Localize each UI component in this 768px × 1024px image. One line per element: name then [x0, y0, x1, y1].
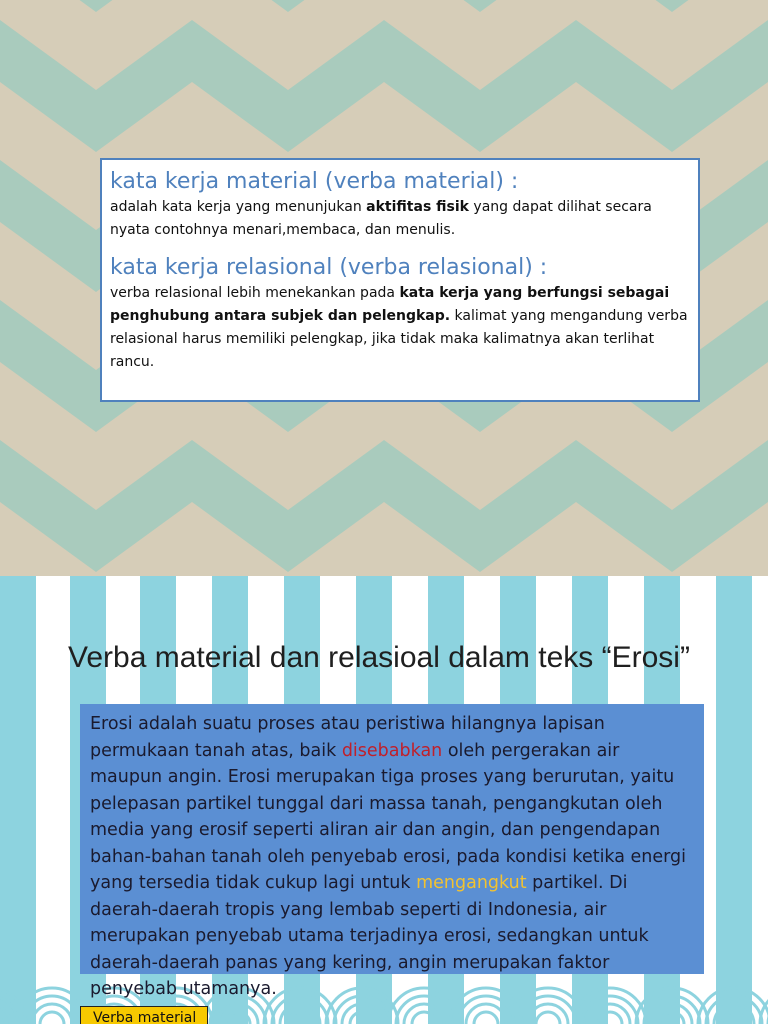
wave-arc: [536, 1012, 560, 1024]
relasional-text-part: kalimat yang mengandung verba relasional harus memiliki pelengkap, jika tidak maka kalimatnya akan terlihat rancu.: [110, 308, 688, 370]
text-verba-relasional: [110, 282, 688, 374]
heading-verba-material: kata kerja material (verba material) :: [110, 169, 519, 194]
zigzag-band: [0, 20, 768, 152]
text-verba-material: [110, 196, 688, 242]
heading-verba-relasional: kata kerja relasional (verba relasional) :: [110, 255, 548, 280]
material-text-part: adalah kata kerja yang menunjukan: [110, 199, 367, 215]
background-stripe: [0, 576, 36, 1024]
erosi-text-box: [80, 704, 704, 999]
relasional-text-part: verba relasional lebih menekankan pada: [110, 285, 400, 301]
slide-title: Verba material dan relasioal dalam teks “Erosi”: [68, 641, 690, 674]
zigzag-band: [0, 0, 768, 12]
slide-erosi-text: [0, 576, 768, 1024]
material-bold-text: aktifitas fisik: [366, 199, 469, 215]
relasional-bold-text: kata kerja yang berfungsi sebagai penghubung antara subjek dan pelengkap.: [110, 285, 670, 324]
material-text-part: yang dapat dilihat secara nyata contohnya menari,membaca, dan menulis.: [110, 199, 652, 238]
wave-arc: [474, 1012, 498, 1024]
paragraph-part: oleh pergerakan air maupun angin. Erosi merupakan tiga proses yang berurutan, yaitu pelepasan partikel tunggal dari massa tanah, pengangkutan oleh media yang erosif seperti aliran air dan angin, dan pengendapan bahan-bahan tanah oleh penyebab erosi, pada kondisi ketika energi yang tersedia tidak cukup lagi untuk: [90, 740, 687, 893]
paragraph-part: Erosi adalah suatu proses atau peristiwa hilangnya lapisan permukaan tanah atas, baik: [90, 714, 605, 761]
erosi-paragraph: [90, 711, 694, 1003]
zigzag-band: [0, 440, 768, 572]
wave-arc: [32, 1004, 72, 1024]
legend-verba-material: Verba material: [80, 1006, 208, 1024]
highlight-mengangkut: mengangkut: [416, 873, 527, 893]
definition-box: [100, 158, 700, 402]
paragraph-part: partikel. Di daerah-daerah tropis yang lembab seperti di Indonesia, air merupakan penyebab utama terjadinya erosi, sedangkan untuk daerah-daerah panas yang kering, angin merupakan faktor penyebab utamanya.: [90, 873, 649, 999]
highlight-disebabkan: disebabkan: [341, 740, 443, 761]
wave-arc: [40, 1012, 64, 1024]
